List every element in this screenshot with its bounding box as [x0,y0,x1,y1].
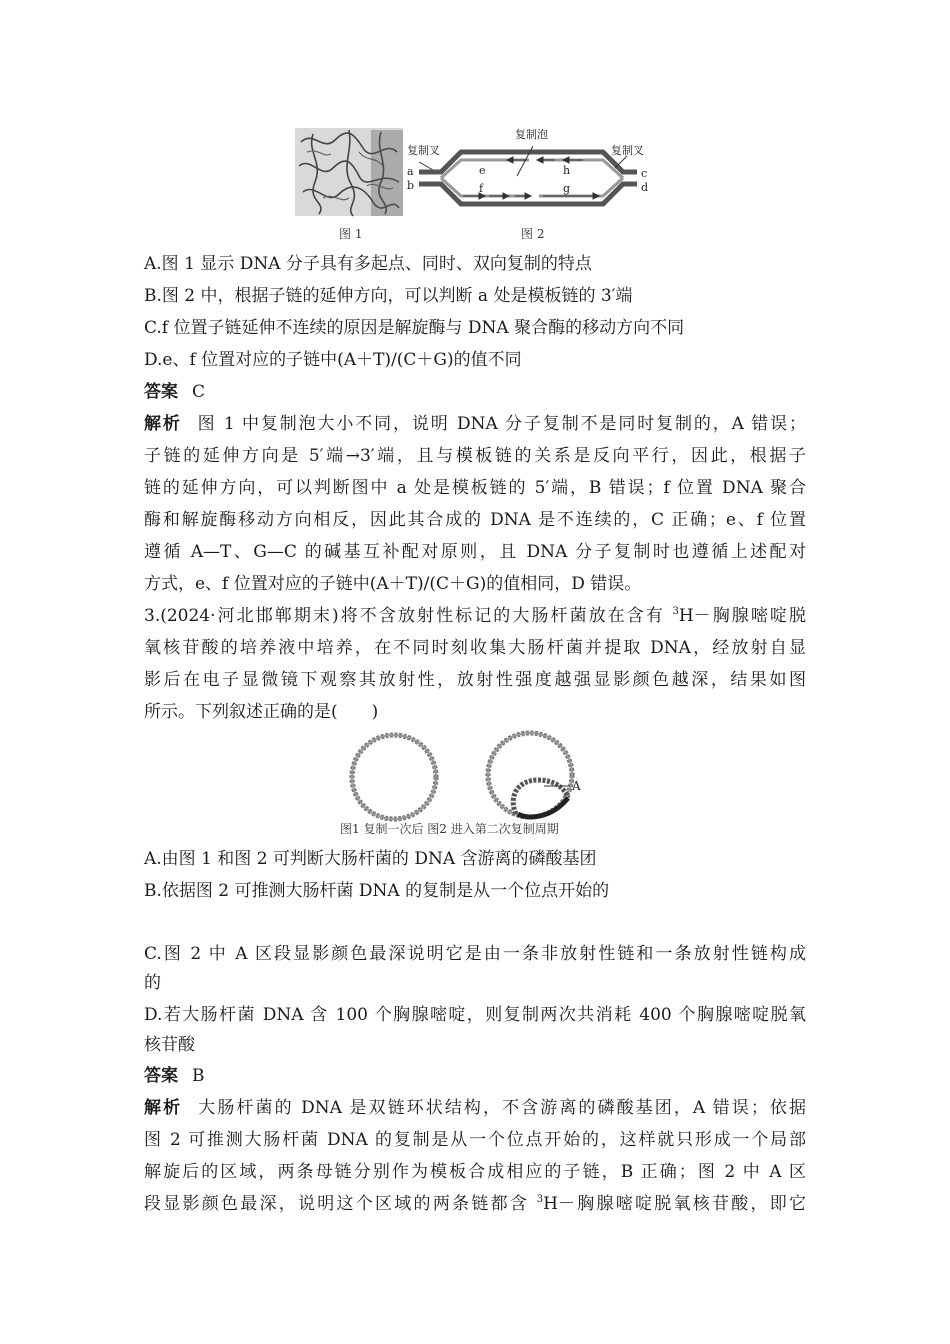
label-c: c [641,167,648,180]
q3-analysis-text-1: 大肠杆菌的 DNA 是双链环状结构，不含游离的磷酸基团，A 错误；依据 [196,1098,806,1118]
region-A-label: A [572,779,581,793]
q2-analysis-line-4: 酶和解旋酶移动方向相反，因此其合成的 DNA 是不连续的，C 正确；e、f 位置 [144,510,806,530]
q3-stem-text-a: 3.(2024·河北邯郸期末)将不含放射性标记的大肠杆菌放在含有 [144,606,673,626]
replication-bubble-diagram [419,146,637,204]
bubble-label: 复制泡 [515,128,548,141]
q2-analysis-line-6: 方式，e、f 位置对应的子链中(A＋T)/(C＋G)的值相同，D 错误。 [144,574,642,594]
q2-analysis-line-5: 遵循 A—T、G—C 的碱基互补配对原则，且 DNA 分子复制时也遵循上述配对 [144,542,806,562]
q3-analysis-sup: 3 [536,1194,544,1205]
label-g: g [563,182,571,195]
label-a: a [407,165,414,178]
fig2-caption: 图 2 [521,227,545,241]
q3-stem-line-1 [144,605,806,627]
q3-option-d-line-1: D.若大肠杆菌 DNA 含 100 个胸腺嘧啶，则复制两次共消耗 400 个胸腺嘧啶脱氧 [144,1005,806,1025]
q3-stem-line-2: 氧核苷酸的培养液中培养，在不同时刻收集大肠杆菌并提取 DNA，经放射自显 [144,638,806,658]
q3-analysis-line-1 [144,1097,806,1119]
circle-fig2 [488,733,572,817]
label-b: b [407,179,415,192]
q3-analysis-line-2: 图 2 可推测大肠杆菌 DNA 的复制是从一个位点开始的，这样就只形成一个局部 [144,1130,806,1150]
q2-option-d: D.e、f 位置对应的子链中(A＋T)/(C＋G)的值不同 [144,350,522,370]
q2-answer-label: 答案 [144,382,178,402]
q3-stem-line-3: 影后在电子显微镜下观察其放射性，放射性强度越强显影颜色越深，结果如图 [144,670,806,690]
q3-analysis-label: 解析 [144,1098,183,1118]
q3-option-c-line-1: C.图 2 中 A 区段显影颜色最深说明它是由一条非放射性链和一条放射性链构成 [144,944,806,964]
label-e: e [479,164,486,177]
q2-analysis-label: 解析 [144,414,182,434]
q2-option-a: A.图 1 显示 DNA 分子具有多起点、同时、双向复制的特点 [144,254,592,274]
q2-analysis-text-1: 图 1 中复制泡大小不同，说明 DNA 分子复制不是同时复制的，A 错误； [195,414,806,434]
q3-figure-caption: 图1 复制一次后 图2 进入第二次复制周期 [340,822,559,836]
fork-label-left: 复制叉 [407,144,440,157]
q3-answer-value: B [192,1066,205,1086]
label-f: f [479,182,484,195]
q2-analysis-line-1 [144,413,806,435]
q3-analysis-line-3: 解旋后的区域，两条母链分别作为模板合成相应的子链，B 正确；图 2 中 A 区 [144,1162,806,1182]
q3-analysis-text-4a: 段显影颜色最深，说明这个区域的两条链都含 [144,1194,537,1214]
q3-stem-line-4: 所示。下列叙述正确的是( ) [144,702,379,722]
micrograph-image [295,128,403,216]
q3-option-c-line-2: 的 [144,973,161,993]
q2-analysis-line-2: 子链的延伸方向是 5′端→3′端，且与模板链的关系是反向平行，因此，根据子 [144,446,806,466]
label-d: d [641,181,649,194]
q3-stem-sup: 3 [672,606,679,617]
q2-answer-value: C [192,382,206,402]
circle-fig1 [352,735,436,819]
q3-answer [144,1065,806,1087]
q3-analysis-text-4b: H－胸腺嘧啶脱氧核苷酸，即它 [543,1194,807,1214]
label-h: h [563,164,571,177]
q2-answer [144,381,806,403]
q3-stem-text-b: H－胸腺嘧啶脱 [678,606,806,626]
q3-answer-label: 答案 [144,1066,178,1086]
circular-dna-figure [332,730,632,840]
replication-figure [293,122,663,244]
q3-option-a: A.由图 1 和图 2 可判断大肠杆菌的 DNA 含游离的磷酸基团 [144,849,597,869]
q2-option-c: C.f 位置子链延伸不连续的原因是解旋酶与 DNA 聚合酶的移动方向不同 [144,318,685,338]
q2-analysis-line-3: 链的延伸方向，可以判断图中 a 处是模板链的 5′端，B 错误；f 位置 DNA 聚合 [144,478,806,498]
q3-analysis-line-4 [144,1193,806,1215]
fig1-caption: 图 1 [339,227,363,241]
q2-option-b: B.图 2 中，根据子链的延伸方向，可以判断 a 处是模板链的 3′端 [144,286,633,306]
fork-label-right: 复制叉 [611,144,644,157]
q3-option-d-line-2: 核苷酸 [144,1035,195,1055]
q3-option-b: B.依据图 2 可推测大肠杆菌 DNA 的复制是从一个位点开始的 [144,881,610,901]
